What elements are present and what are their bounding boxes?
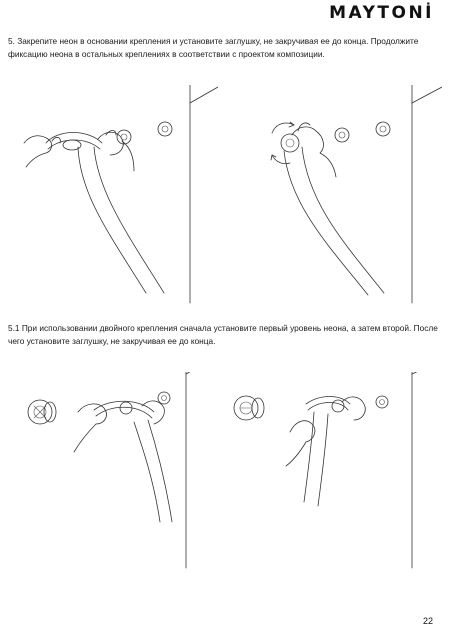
step-5-1-instruction: 5.1 При использовании двойного крепления сначала установите первый уровень неона, а затем второй. После чего установите заглушку, не закручивая ее до конца. bbox=[8, 323, 438, 346]
neon-insert-mount-illustration bbox=[18, 85, 218, 305]
step-5-instruction: 5. Закрепите неон в основании крепления и установите заглушку, не закручивая ее до конца. Продолжите фиксацию неона в остальных креплениях в соответствии с проектом композиции. bbox=[8, 36, 419, 59]
double-mount-second-level-illustration bbox=[224, 372, 440, 572]
cap-screw-illustration bbox=[232, 85, 442, 305]
brand-logo: MAYTONİ bbox=[329, 3, 434, 23]
page-number: 22 bbox=[422, 616, 433, 626]
double-mount-first-level-illustration bbox=[14, 372, 224, 572]
